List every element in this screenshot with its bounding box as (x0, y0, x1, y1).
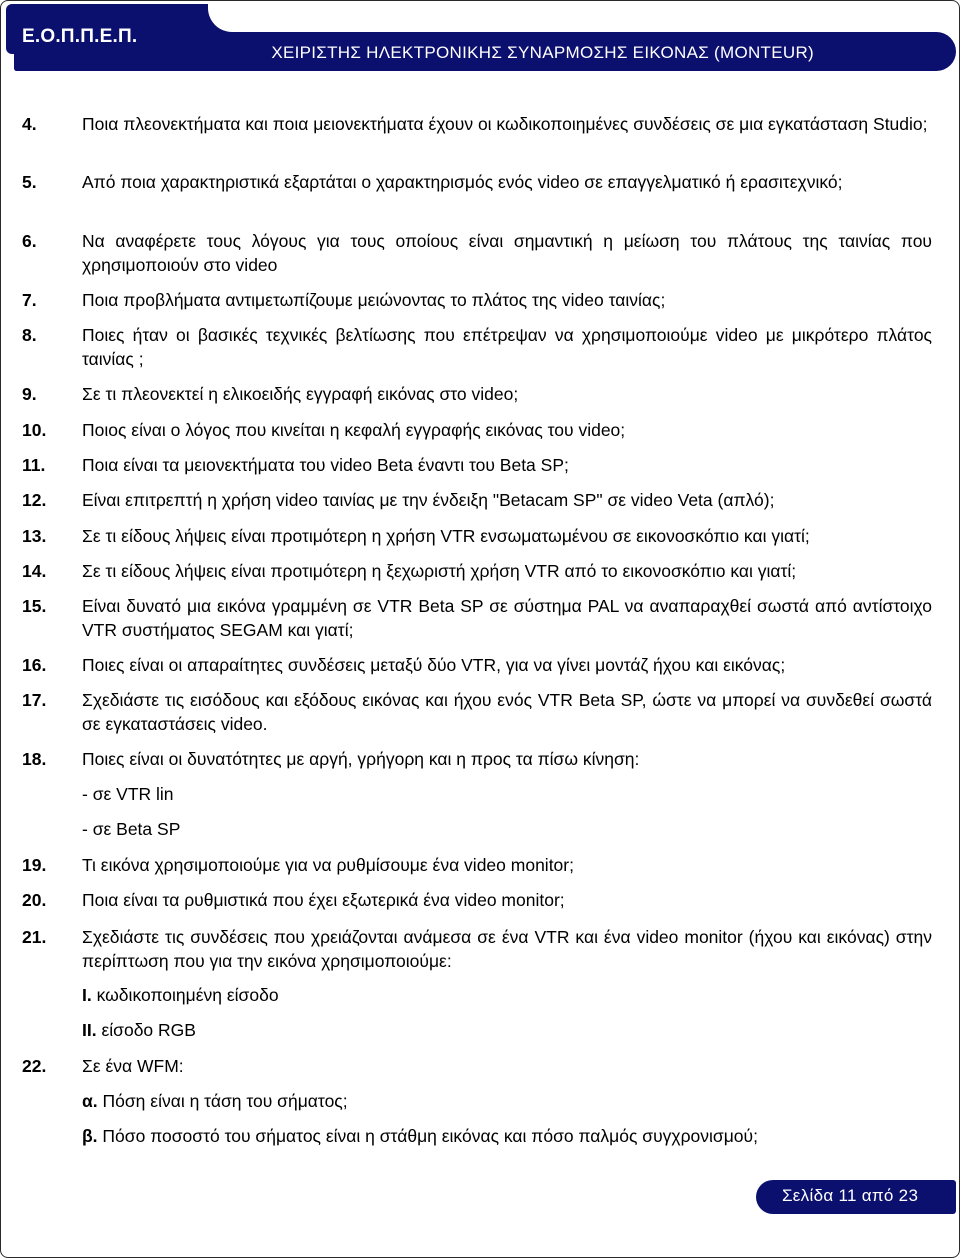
sub-item: - σε VTR lin (82, 784, 174, 804)
question-text: Είναι δυνατό μια εικόνα γραμμένη σε VTR Beta SP σε σύστημα PAL να αναπαραχθεί σωστά από αντίστοιχο VTR συστήματος SEGAM και γιατί; (82, 596, 932, 640)
question-text: Σχεδιάστε τις συνδέσεις που χρειάζονται ανάμεσα σε ένα VTR και ένα video monitor (ήχου και εικόνας) στην περίπτωση που για την εικόνα χρησιμοποιούμε: (82, 927, 932, 971)
question-text: Σε τι είδους λήψεις είναι προτιμότερη η ξεχωριστή χρήση VTR από το εικονοσκόπιο και γιατί; (82, 561, 797, 581)
sub-item-marker: α. (82, 1091, 98, 1111)
question-text: Ποια πλεονεκτήματα και ποια μειονεκτήματα έχουν οι κωδικοποιημένες συνδέσεις σε μια εγκατάσταση Studio; (82, 114, 928, 134)
sub-item-text: κωδικοποιημένη είσοδο (96, 985, 279, 1005)
page-number: Σελίδα 11 από 23 (782, 1186, 919, 1205)
question-text: Ποιες είναι οι απαραίτητες συνδέσεις μεταξύ δύο VTR, για να γίνει μοντάζ ήχου και εικόνας; (82, 655, 786, 675)
question-text: Από ποια χαρακτηριστικά εξαρτάται ο χαρακτηρισμός ενός video σε επαγγελματικό ή ερασιτεχνικό; (82, 172, 843, 192)
question-text: Σε τι είδους λήψεις είναι προτιμότερη η χρήση VTR ενσωματωμένου σε εικονοσκόπιο και γιατί; (82, 526, 810, 546)
question-number: 16. (22, 655, 47, 675)
question-text: Ποια προβλήματα αντιμετωπίζουμε μειώνοντας το πλάτος της video ταινίας; (82, 290, 666, 310)
question-number: 7. (22, 290, 37, 310)
sub-item-text: είσοδο RGB (101, 1020, 196, 1040)
question-text: Ποια είναι τα μειονεκτήματα του video Beta έναντι του Beta SP; (82, 455, 569, 475)
question-number: 5. (22, 172, 37, 192)
question-number: 19. (22, 855, 47, 875)
question-text: Τι εικόνα χρησιμοποιούμε για να ρυθμίσουμε ένα video monitor; (82, 855, 574, 875)
question-number: 8. (22, 325, 37, 345)
sub-item (82, 1089, 348, 1113)
question-number: 11. (22, 455, 46, 475)
sub-item-marker: Ι. (82, 985, 92, 1005)
question-text: Είναι επιτρεπτή η χρήση video ταινίας με την ένδειξη "Betacam SP" σε video Veta (απλό); (82, 490, 775, 510)
question-text: Ποιος είναι ο λόγος που κινείται η κεφαλή εγγραφής εικόνας του video; (82, 420, 626, 440)
question-text: Ποιες είναι οι δυνατότητες με αργή, γρήγορη και η προς τα πίσω κίνηση: (82, 749, 640, 769)
question-number: 22. (22, 1056, 47, 1076)
question-number: 13. (22, 526, 47, 546)
sub-item (82, 1018, 196, 1042)
question-text: Σε ένα WFM: (82, 1056, 184, 1076)
question-text: Σε τι πλεονεκτεί η ελικοειδής εγγραφή εικόνας στο video; (82, 384, 519, 404)
question-number: 12. (22, 490, 47, 510)
question-text: Να αναφέρετε τους λόγους για τους οποίους είναι σημαντική η μείωση του πλάτους της ταινίας που χρησιμοποιούν στο video (82, 231, 932, 275)
question-text: Ποια είναι τα ρυθμιστικά που έχει εξωτερικά ένα video monitor; (82, 890, 565, 910)
question-text: Σχεδιάστε τις εισόδους και εξόδους εικόνας και ήχου ενός VTR Beta SP, ώστε να μπορεί να συνδεθεί σωστά σε εγκαταστάσεις video. (82, 690, 932, 734)
sub-item (82, 1124, 758, 1148)
sub-item-text: Πόση είναι η τάση του σήματος; (102, 1091, 348, 1111)
sub-item (82, 983, 279, 1007)
question-number: 9. (22, 384, 37, 404)
question-text: Ποιες ήταν οι βασικές τεχνικές βελτίωσης που επέτρεψαν να χρησιμοποιούμε video με μικρότερο πλάτος ταινίας ; (82, 325, 932, 369)
question-number: 21. (22, 927, 47, 947)
sub-item-marker: β. (82, 1126, 98, 1146)
question-number: 4. (22, 114, 37, 134)
question-number: 15. (22, 596, 47, 616)
question-number: 14. (22, 561, 47, 581)
sub-item-text: Πόσο ποσοστό του σήματος είναι η στάθμη εικόνας και πόσο παλμός συγχρονισμού; (102, 1126, 758, 1146)
sub-item: - σε Beta SP (82, 819, 181, 839)
document-title: ΧΕΙΡΙΣΤΗΣ ΗΛΕΚΤΡΟΝΙΚΗΣ ΣΥΝΑΡΜΟΣΗΣ ΕΙΚΟΝΑΣ (MONTEUR) (271, 43, 814, 62)
question-number: 6. (22, 231, 37, 251)
question-number: 18. (22, 749, 47, 769)
question-number: 20. (22, 890, 47, 910)
sub-item-marker: ΙΙ. (82, 1020, 97, 1040)
question-number: 17. (22, 690, 47, 710)
question-number: 10. (22, 420, 47, 440)
organization-name: Ε.Ο.Π.Π.Ε.Π. (22, 26, 138, 47)
